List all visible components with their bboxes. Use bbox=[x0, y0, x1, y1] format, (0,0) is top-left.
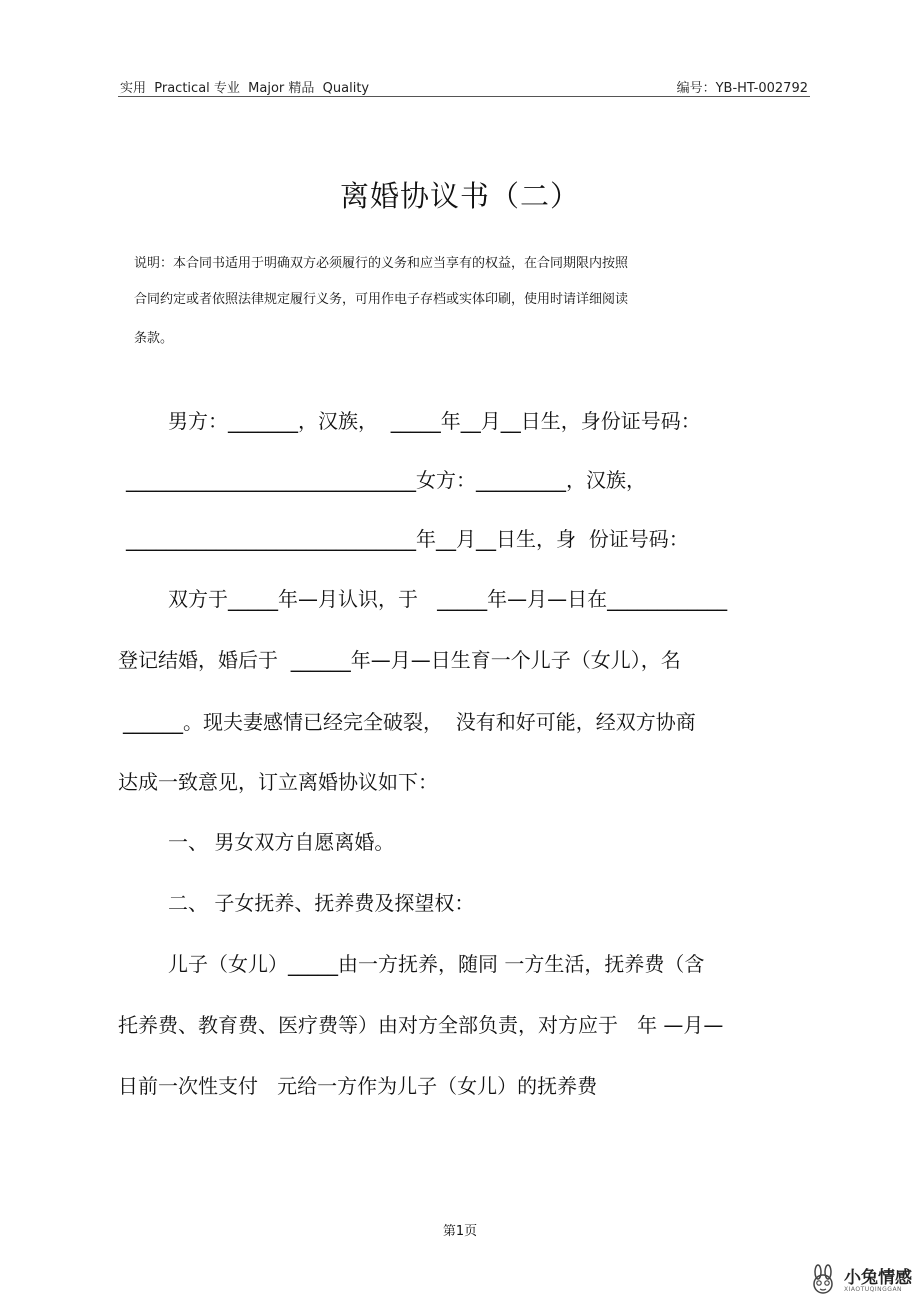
clause-1: 一、 男女双方自愿离婚。 bbox=[168, 830, 395, 854]
body-line-3: _____________________________年__月__日生，身 份证号码： bbox=[126, 527, 689, 551]
body-line-11: 托养费、教育费、医疗费等）由对方全部负责，对方应于 年 —月— bbox=[118, 1013, 724, 1037]
rabbit-logo-icon bbox=[808, 1264, 840, 1296]
page-header bbox=[118, 74, 810, 97]
clause-2: 二、 子女抚养、抚养费及探望权： bbox=[168, 891, 475, 915]
body-line-2: _____________________________女方：_________，汉族， bbox=[126, 468, 646, 492]
note-line-1: 说明：本合同书适用于明确双方必须履行的义务和应当享有的权益，在合同期限内按照 bbox=[134, 256, 629, 271]
logo-name: 小兔情感 bbox=[844, 1268, 912, 1288]
body-line-1: 男方：_______，汉族， _____年__月__日生，身份证号码： bbox=[168, 409, 701, 433]
document-title: 离婚协议书（二） bbox=[339, 179, 580, 213]
logo-subtitle: XIAOTUQINGGAN bbox=[844, 1286, 903, 1293]
body-line-4: 双方于_____年—月认识，于 _____年—月—日在____________ bbox=[168, 587, 728, 611]
note-line-3: 条款。 bbox=[134, 331, 174, 346]
body-line-5: 登记结婚，婚后于 ______年—月—日生育一个儿子（女儿），名 bbox=[118, 648, 681, 672]
document-number: 编号：YB-HT-002792 bbox=[676, 81, 808, 96]
site-logo bbox=[808, 1262, 914, 1298]
body-line-10: 儿子（女儿）_____由一方抚养，随同 一方生活，抚养费（含 bbox=[168, 952, 705, 976]
header-tagline: 实用 Practical 专业 Major 精品 Quality bbox=[120, 81, 370, 96]
page-number: 第1页 bbox=[442, 1224, 478, 1239]
body-line-6: ______。现夫妻感情已经完全破裂， 没有和好可能，经双方协商 bbox=[123, 710, 696, 734]
body-line-12: 日前一次性支付 元给一方作为儿子（女儿）的抚养费 bbox=[118, 1074, 598, 1098]
note-line-2: 合同约定或者依照法律规定履行义务，可用作电子存档或实体印刷，使用时请详细阅读 bbox=[134, 292, 629, 307]
body-line-7: 达成一致意见，订立离婚协议如下： bbox=[118, 770, 438, 794]
